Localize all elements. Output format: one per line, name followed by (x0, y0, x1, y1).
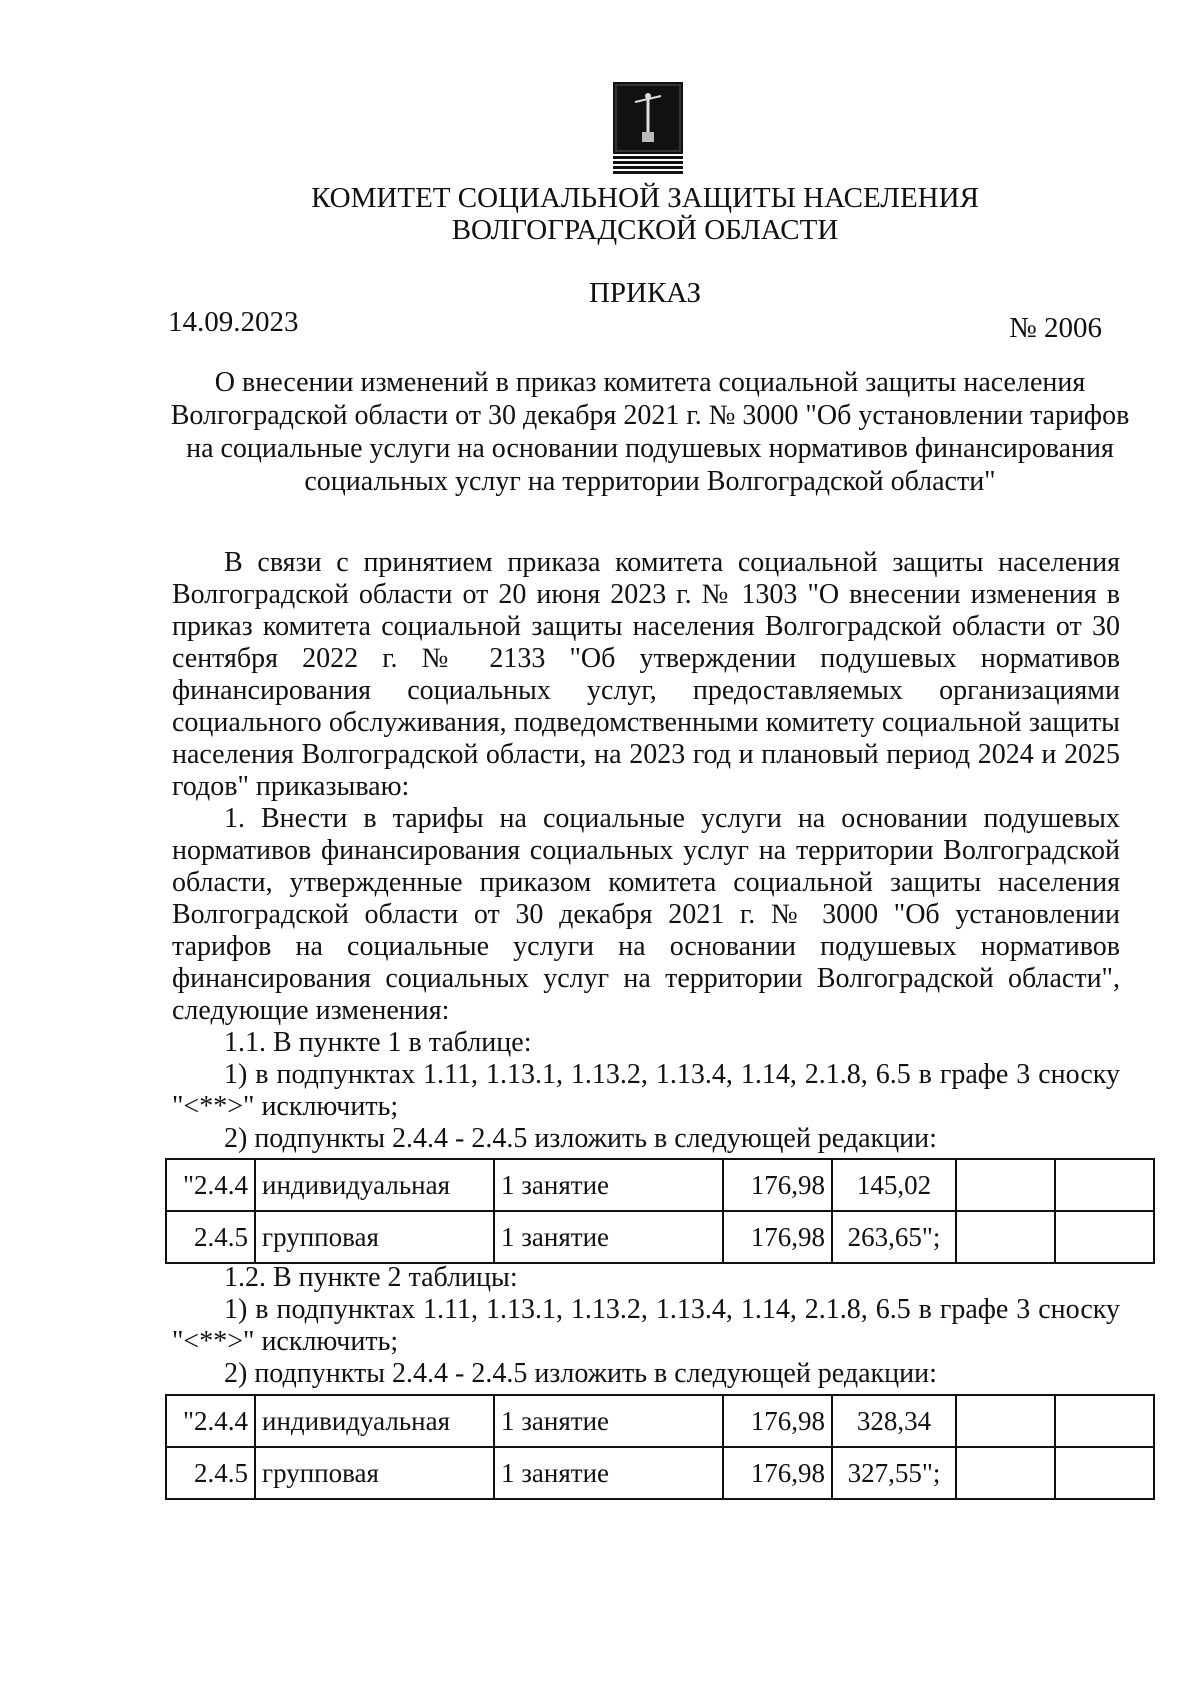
table-2-revision (165, 1394, 1155, 1500)
table-row (166, 1395, 1154, 1447)
table-cell (1055, 1159, 1154, 1211)
table-row (166, 1211, 1154, 1263)
table-cell: 176,98 (723, 1395, 832, 1447)
item-1-2-heading: 1.2. В пункте 2 таблицы: (224, 1262, 518, 1293)
table-cell (956, 1211, 1055, 1263)
table-cell: 176,98 (723, 1211, 832, 1263)
organization-name-line2: ВОЛГОГРАДСКОЙ ОБЛАСТИ (451, 214, 839, 246)
table-cell: 1 занятие (494, 1159, 723, 1211)
table-cell: групповая (255, 1447, 494, 1499)
document-type-title: ПРИКАЗ (588, 277, 702, 309)
organization-name-line1: КОМИТЕТ СОЦИАЛЬНОЙ ЗАЩИТЫ НАСЕЛЕНИЯ (311, 182, 979, 214)
item-1-2-subitem-1: 1) в подпунктах 1.11, 1.13.1, 1.13.2, 1.13.4, 1.14, 2.1.8, 6.5 в графе 3 сноску "<**>" исключить; (172, 1294, 1120, 1357)
table-cell: 2.4.5 (166, 1447, 255, 1499)
order-date: 14.09.2023 (168, 306, 299, 338)
table-cell: "2.4.4 (166, 1395, 255, 1447)
table-cell: индивидуальная (255, 1159, 494, 1211)
item-1-1-heading: 1.1. В пункте 1 в таблице: (224, 1027, 532, 1058)
table-cell: 1 занятие (494, 1395, 723, 1447)
table-cell: групповая (255, 1211, 494, 1263)
table-cell: "2.4.4 (166, 1159, 255, 1211)
item-1-1-subitem-1: 1) в подпунктах 1.11, 1.13.1, 1.13.2, 1.13.4, 1.14, 2.1.8, 6.5 в графе 3 сноску "<**>" исключить; (172, 1059, 1120, 1122)
table-cell: 176,98 (723, 1447, 832, 1499)
table-cell: 1 занятие (494, 1211, 723, 1263)
table-cell: 328,34 (832, 1395, 956, 1447)
table-cell (1055, 1447, 1154, 1499)
table-cell: 327,55"; (832, 1447, 956, 1499)
table-cell: 1 занятие (494, 1447, 723, 1499)
table-row (166, 1159, 1154, 1211)
table-cell (1055, 1395, 1154, 1447)
preamble-paragraph: В связи с принятием приказа комитета социальной защиты населения Волгоградской области от 20 июня 2023 г. № 1303 "О внесении изменения в приказ комитета социальной защиты населения Волгоградской области от 30 сентября 2022 г. № 2133 "Об утверждении подушевых нормативов финансирования социальных услуг, предоставляемых организациями социального обслуживания, подведомственными комитету социальной защиты населения Волгоградской области, на 2023 год и плановый период 2024 и 2025 годов" приказываю: (172, 547, 1120, 802)
order-number: № 2006 (1009, 312, 1102, 344)
order-subject: О внесении изменений в приказ комитета социальной защиты населения Волгоградской области от 30 декабря 2021 г. № 3000 "Об установлении тарифов на социальные услуги на основании подушевых нормативов финансирования социальных услуг на территории Волгоградской области" (170, 367, 1130, 497)
item-1-1-subitem-2: 2) подпункты 2.4.4 - 2.4.5 изложить в следующей редакции: (224, 1123, 937, 1154)
table-cell (1055, 1211, 1154, 1263)
table-cell: 145,02 (832, 1159, 956, 1211)
item-1-paragraph: 1. Внести в тарифы на социальные услуги на основании подушевых нормативов финансирования социальных услуг на территории Волгоградской области, утвержденные приказом комитета социальной защиты населения Волгоградской области от 30 декабря 2021 г. № 3000 "Об установлении тарифов на социальные услуги на основании подушевых нормативов финансирования социальных услуг на территории Волгоградской области", следующие изменения: (172, 803, 1120, 1026)
table-cell (956, 1447, 1055, 1499)
coat-of-arms-emblem (613, 82, 683, 174)
table-cell (956, 1395, 1055, 1447)
table-1-revision (165, 1158, 1155, 1264)
item-1-2-subitem-2: 2) подпункты 2.4.4 - 2.4.5 изложить в следующей редакции: (224, 1358, 937, 1389)
table-cell: 2.4.5 (166, 1211, 255, 1263)
table-cell (956, 1159, 1055, 1211)
table-cell: 263,65"; (832, 1211, 956, 1263)
table-row (166, 1447, 1154, 1499)
table-cell: 176,98 (723, 1159, 832, 1211)
table-cell: индивидуальная (255, 1395, 494, 1447)
